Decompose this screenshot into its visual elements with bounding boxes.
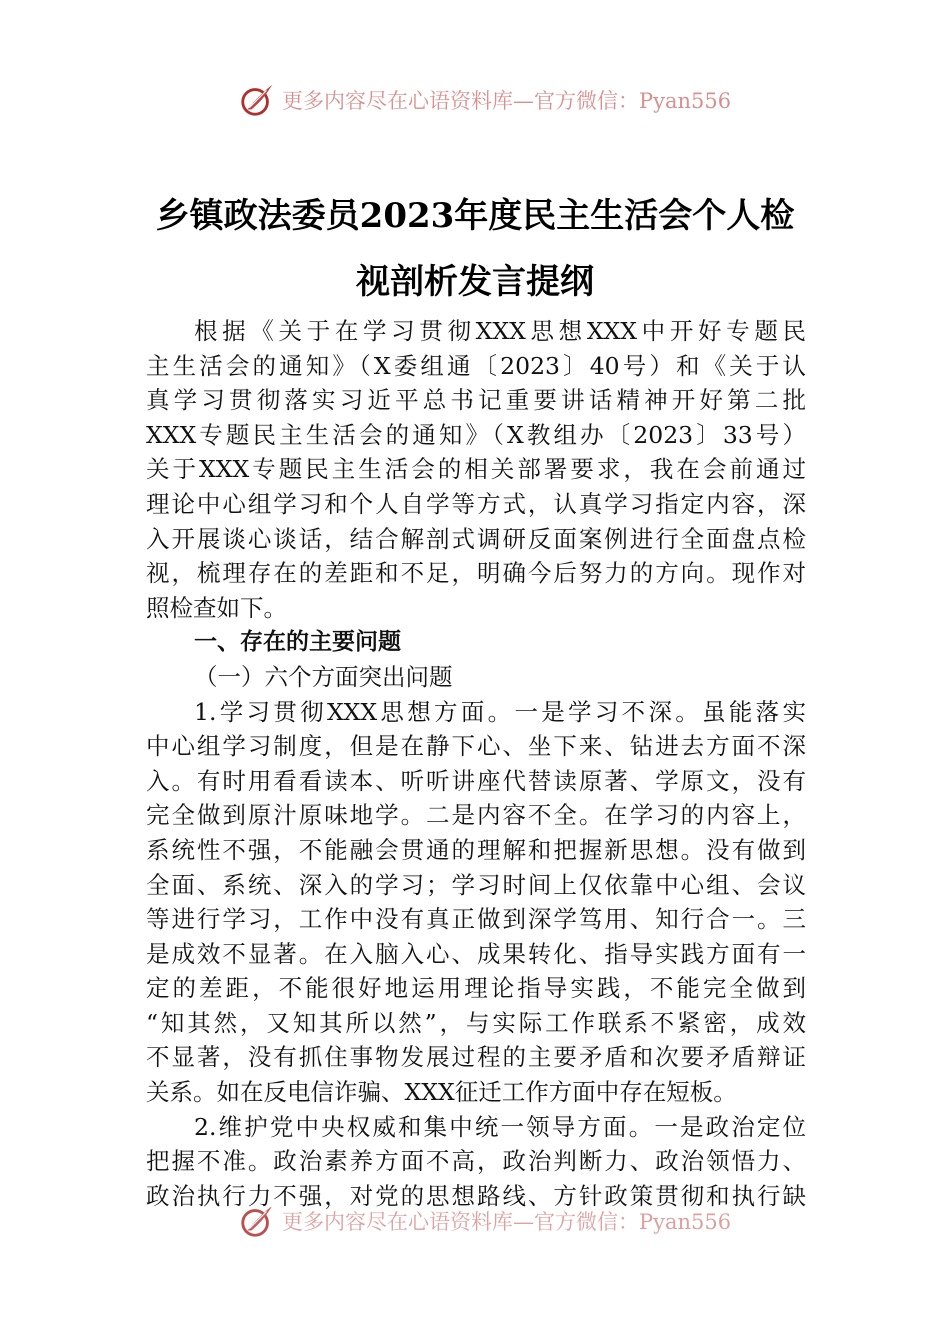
paragraph-line: 关于XXX专题民主生活会的相关部署要求，我在会前通过: [146, 455, 806, 484]
paragraph-line: 入。有时用看看读本、听听讲座代替读原著、学原文，没有: [146, 766, 806, 795]
paragraph-line: 定的差距，不能很好地运用理论指导实践，不能完全做到: [146, 974, 806, 1003]
paragraph-line: XXX专题民主生活会的通知》（X教组办〔2023〕33号）: [146, 420, 806, 449]
paragraph-line: 等进行学习，工作中没有真正做到深学笃用、知行合一。三: [146, 905, 806, 934]
watermark-text: 更多内容尽在心语资料库—官方微信：Pyan556: [282, 89, 732, 113]
paragraph-line: 照检查如下。: [146, 593, 287, 622]
paragraph-line: 1.学习贯彻XXX思想方面。一是学习不深。虽能落实: [194, 697, 806, 726]
paragraph-line: 完全做到原汁原味地学。二是内容不全。在学习的内容上，: [146, 801, 806, 830]
page-title-line-1: 乡镇政法委员2023年度民主生活会个人检: [155, 196, 795, 236]
paragraph-line: 关系。如在反电信诈骗、XXX征迁工作方面中存在短板。: [146, 1078, 737, 1107]
watermark-banner-top: [0, 80, 950, 120]
paragraph-line: 2.维护党中央权威和集中统一领导方面。一是政治定位: [194, 1112, 806, 1141]
paragraph-line: 是成效不显著。在入脑入心、成果转化、指导实践方面有一: [146, 939, 806, 968]
paragraph-line: 根据《关于在学习贯彻XXX思想XXX中开好专题民: [194, 317, 806, 345]
paragraph-line: 不显著，没有抓住事物发展过程的主要矛盾和次要矛盾辩证: [146, 1043, 806, 1072]
paragraph-line: 理论中心组学习和个人自学等方式，认真学习指定内容，深: [146, 489, 806, 518]
watermark-text-bottom: 更多内容尽在心语资料库—官方微信：Pyan556: [282, 1210, 732, 1234]
paragraph-line: 系统性不强，不能融会贯通的理解和把握新思想。没有做到: [146, 835, 806, 864]
paragraph-line: 全面、系统、深入的学习；学习时间上仅依靠中心组、会议: [146, 870, 806, 899]
feather-logo-icon: [238, 1207, 276, 1240]
paragraph-line: “知其然，又知其所以然”，与实际工作联系不紧密，成效: [146, 1008, 806, 1037]
paragraph-line: 入开展谈心谈话，结合解剖式调研反面案例进行全面盘点检: [146, 524, 806, 553]
paragraph-line: 政治执行力不强，对党的思想路线、方针政策贯彻和执行缺: [146, 1181, 806, 1210]
subsection-heading: （一）六个方面突出问题: [194, 662, 453, 691]
feather-logo-icon: [238, 81, 276, 119]
document-body: [146, 314, 806, 1213]
paragraph-line: 主生活会的通知》（X委组通〔2023〕40号）和《关于认: [146, 351, 806, 380]
watermark-banner-bottom: [0, 1207, 950, 1241]
paragraph-line: 视，梳理存在的差距和不足，明确今后努力的方向。现作对: [146, 559, 806, 588]
paragraph-line: 中心组学习制度，但是在静下心、坐下来、钻进去方面不深: [146, 732, 806, 761]
page-title-line-2: 视剖析发言提纲: [356, 262, 594, 302]
paragraph-line: 真学习贯彻落实习近平总书记重要讲话精神开好第二批: [146, 386, 806, 415]
section-heading: 一、存在的主要问题: [194, 629, 401, 656]
paragraph-line: 把握不准。政治素养方面不高，政治判断力、政治领悟力、: [146, 1147, 806, 1176]
